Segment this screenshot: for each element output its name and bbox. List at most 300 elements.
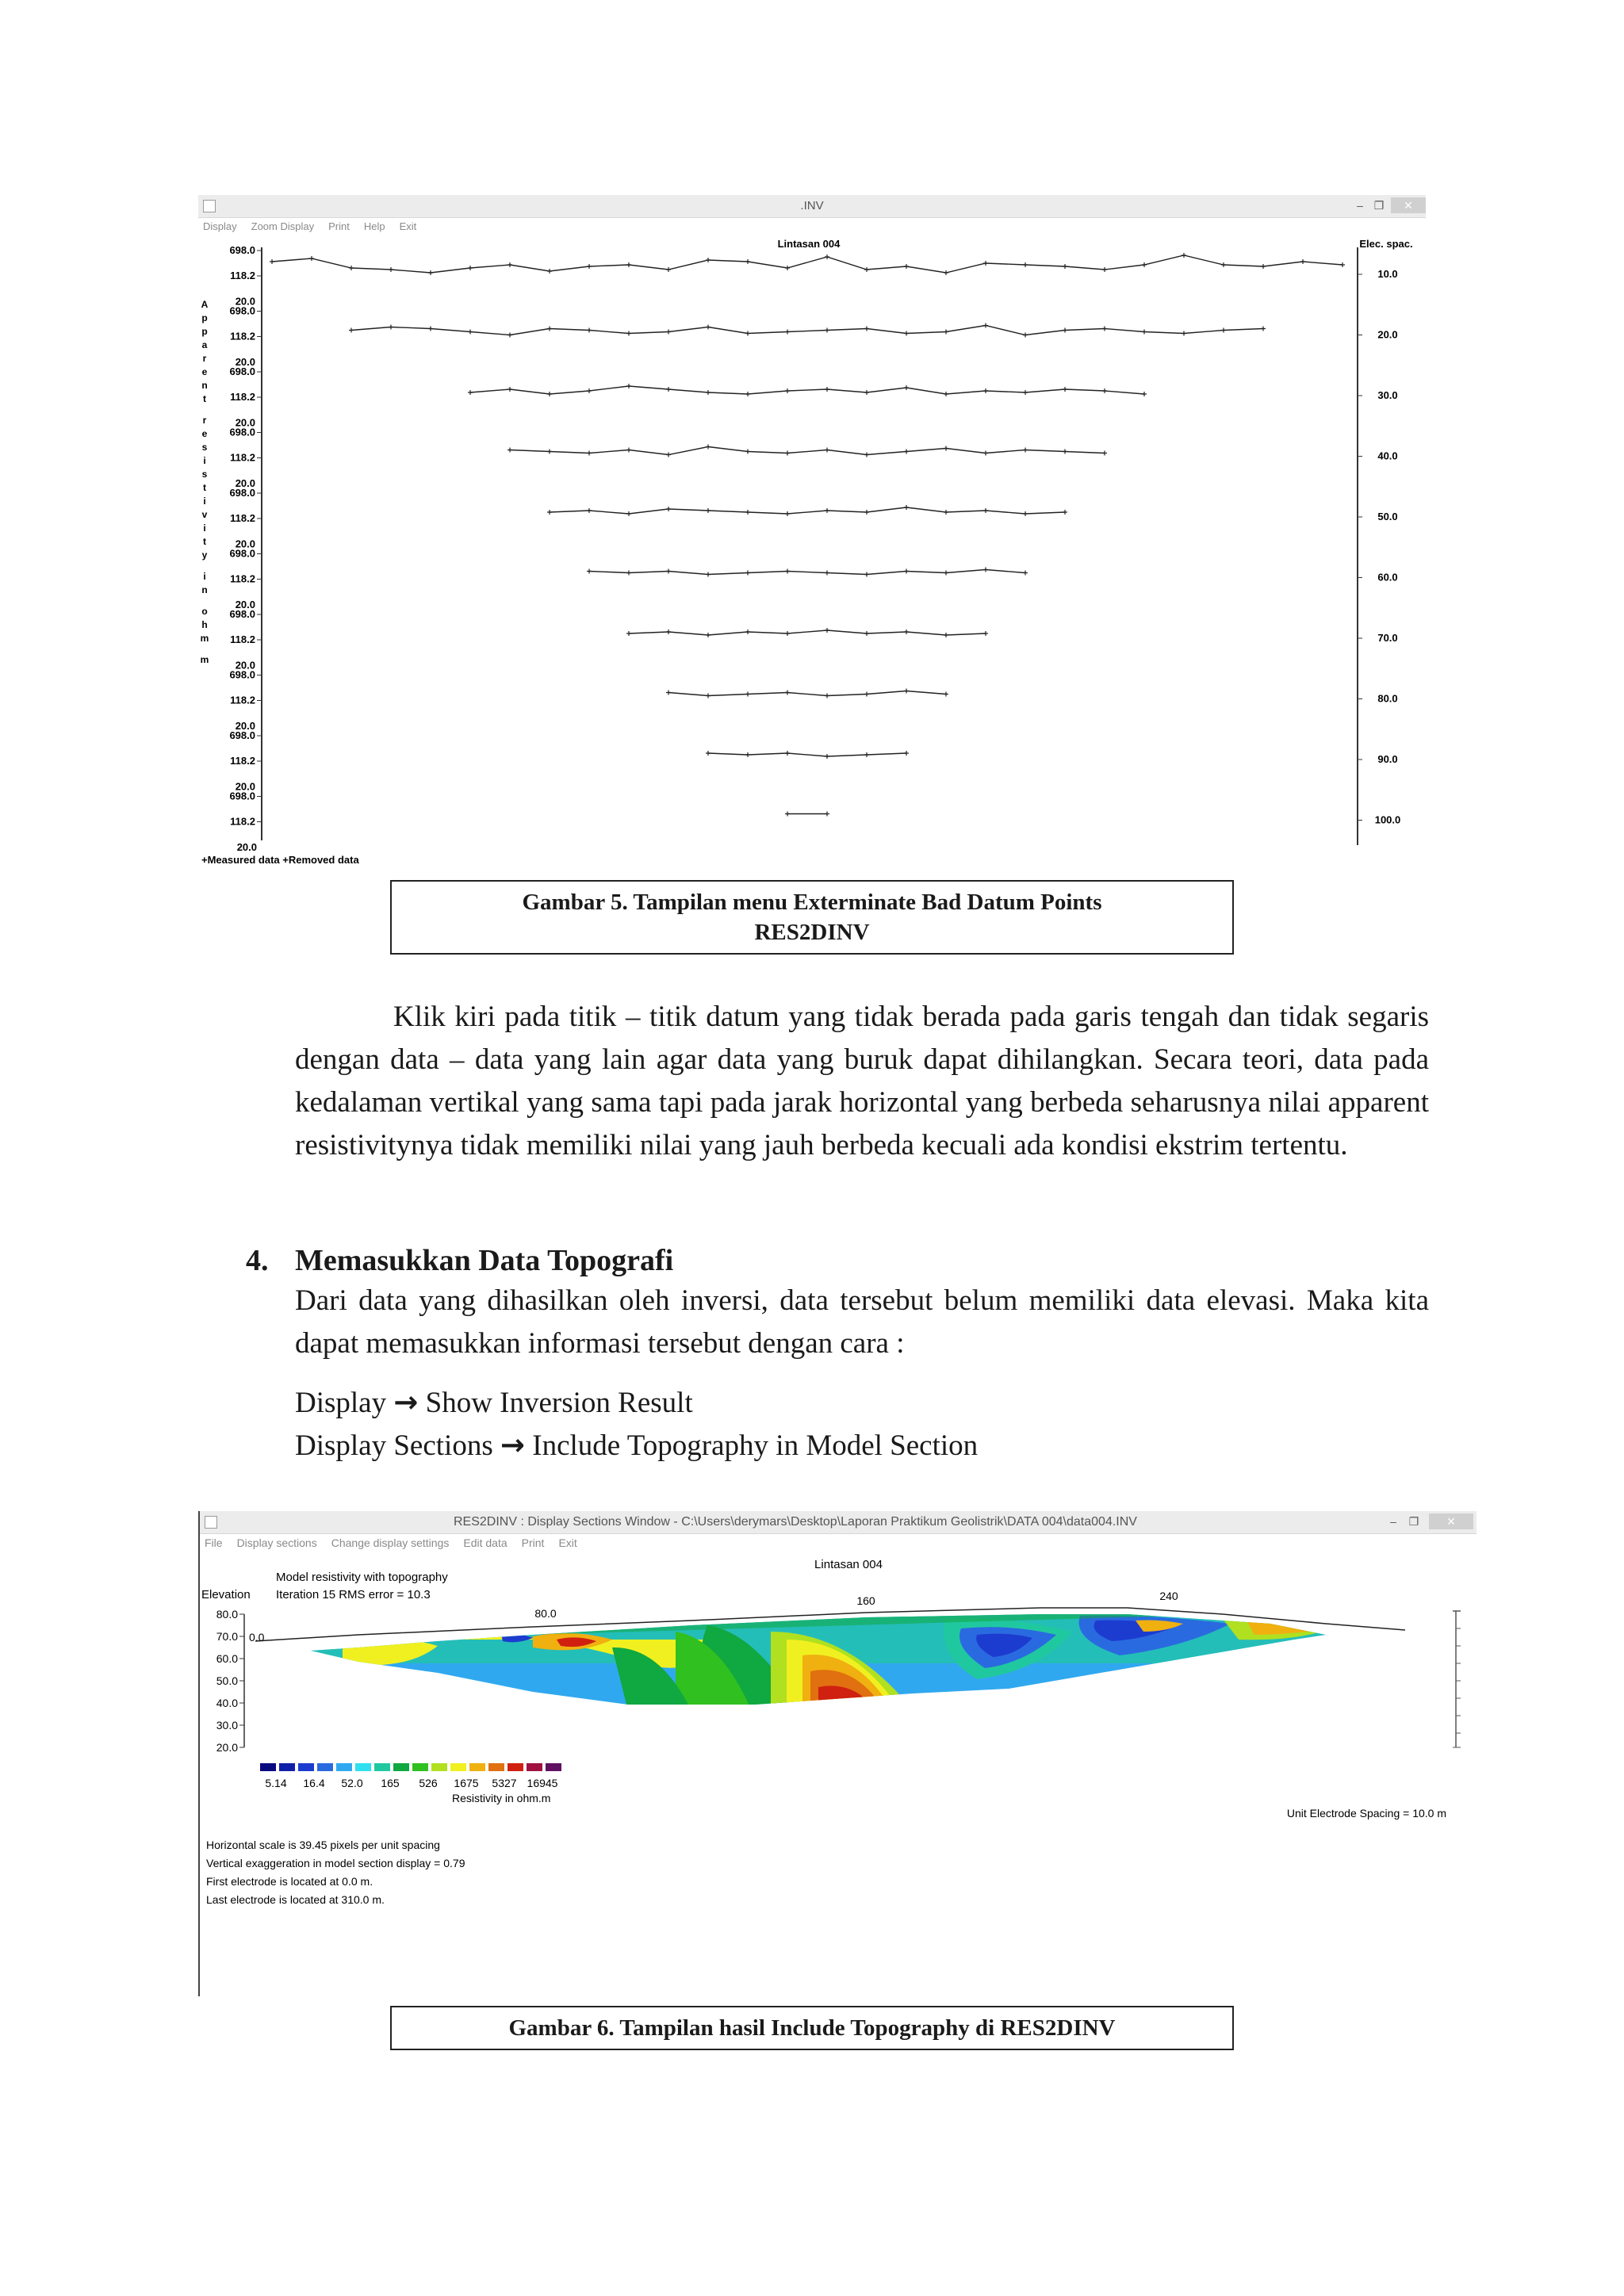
figure6-titlebar (200, 1511, 1477, 1534)
measured-datum-point[interactable] (1063, 510, 1067, 515)
section-info-text (206, 1839, 465, 1906)
measured-datum-point[interactable] (864, 327, 869, 331)
measured-datum-point[interactable] (1102, 451, 1107, 456)
info-line: First electrode is located at 0.0 m. (206, 1875, 373, 1888)
profile-line (589, 570, 1025, 575)
measured-datum-point[interactable] (904, 689, 909, 694)
menu-zoom-display[interactable]: Zoom Display (251, 220, 315, 232)
measured-datum-point[interactable] (666, 507, 671, 511)
y-axis-letter: e (201, 366, 208, 377)
tick-label: 698.0 (229, 668, 255, 681)
color-value: 16.4 (303, 1777, 325, 1789)
color-value: 1675 (454, 1777, 479, 1789)
elevation-tick: 20.0 (216, 1741, 238, 1754)
info-line: Last electrode is located at 310.0 m. (206, 1893, 385, 1906)
figure6-menubar (200, 1533, 1477, 1552)
menu-help[interactable]: Help (363, 220, 385, 232)
figure6-caption-line1: Gambar 6. Tampilan hasil Include Topography di RES2DINV (508, 2015, 1116, 2041)
measured-datum-point[interactable] (825, 508, 829, 513)
measured-datum-point[interactable] (785, 691, 790, 695)
measured-datum-point[interactable] (1023, 571, 1028, 576)
measured-datum-point[interactable] (745, 331, 750, 336)
measured-datum-point[interactable] (587, 264, 592, 269)
tick-label: 20.0 (235, 780, 255, 793)
measured-datum-point[interactable] (706, 751, 710, 756)
measured-datum-point[interactable] (626, 631, 631, 636)
measured-datum-point[interactable] (944, 392, 948, 396)
left-axis-ticks (229, 244, 262, 828)
tick-label: 118.2 (230, 330, 255, 342)
measured-datum-point[interactable] (944, 633, 948, 637)
level-label: 20.0 (1377, 328, 1398, 341)
color-swatch (546, 1763, 561, 1771)
y-axis-letter: m (200, 654, 209, 665)
measured-datum-point[interactable] (825, 448, 829, 453)
color-swatch (431, 1763, 447, 1771)
measured-datum-point[interactable] (666, 267, 671, 272)
measured-datum-point[interactable] (626, 511, 631, 516)
measured-datum-point[interactable] (706, 633, 710, 637)
y-axis-letter: i (203, 522, 206, 534)
maximize-icon[interactable]: ❐ (1408, 1515, 1419, 1528)
menu-display-sections[interactable]: Display sections (236, 1536, 317, 1549)
measured-datum-point[interactable] (1142, 392, 1147, 396)
measured-datum-point[interactable] (825, 812, 829, 817)
measured-datum-point[interactable] (1221, 262, 1226, 267)
tick-label: 698.0 (229, 365, 255, 377)
figure5-caption-line2: RES2DINV (754, 920, 870, 945)
bottom-tick-label: 20.0 (236, 841, 257, 853)
measured-datum-point[interactable] (983, 508, 988, 513)
close-icon[interactable]: ✕ (1391, 197, 1426, 213)
measured-datum-point[interactable] (1221, 328, 1226, 333)
measured-datum-point[interactable] (745, 629, 750, 634)
measured-datum-point[interactable] (508, 333, 512, 338)
measured-datum-point[interactable] (785, 751, 790, 756)
measured-datum-point[interactable] (1142, 330, 1147, 335)
measured-datum-point[interactable] (1102, 267, 1107, 272)
step1-menu: Display (295, 1387, 387, 1419)
color-scale (260, 1763, 561, 1771)
measured-datum-point[interactable] (745, 571, 750, 576)
measured-datum-point[interactable] (983, 568, 988, 572)
tick-label: 20.0 (235, 416, 255, 429)
measured-datum-point[interactable] (745, 392, 750, 396)
tick-label: 118.2 (230, 572, 255, 585)
measured-datum-point[interactable] (508, 448, 512, 453)
figure5-titlebar (198, 195, 1426, 218)
info-line: Horizontal scale is 39.45 pixels per unit spacing (206, 1839, 440, 1851)
measured-datum-point[interactable] (825, 571, 829, 576)
elevation-tick: 80.0 (216, 1608, 238, 1621)
measured-datum-point[interactable] (1102, 327, 1107, 331)
x-tick-0: 0.0 (249, 1631, 265, 1644)
menu-edit-data[interactable]: Edit data (463, 1536, 508, 1549)
measured-datum-point[interactable] (1063, 387, 1067, 392)
level-label: 40.0 (1377, 450, 1398, 462)
measured-datum-point[interactable] (983, 261, 988, 266)
level-label: 70.0 (1377, 632, 1398, 644)
arrow-right-icon: → (393, 1385, 419, 1419)
tick-label: 698.0 (229, 304, 255, 317)
figure5-caption-line1: Gambar 5. Tampilan menu Exterminate Bad Datum Points (522, 890, 1102, 915)
right-axis (1453, 1611, 1461, 1747)
measured-datum-point[interactable] (626, 384, 631, 388)
measured-datum-point[interactable] (1102, 388, 1107, 393)
measured-datum-point[interactable] (428, 327, 433, 331)
y-axis-letter: n (201, 380, 208, 391)
figure6-caption (390, 2006, 1234, 2050)
color-swatch (393, 1763, 409, 1771)
menu-exit[interactable]: Exit (399, 220, 417, 232)
level-label: 80.0 (1377, 692, 1398, 705)
color-swatch (355, 1763, 371, 1771)
measured-datum-point[interactable] (825, 754, 829, 759)
y-axis-letter: o (201, 606, 208, 617)
measured-datum-point[interactable] (864, 390, 869, 395)
y-axis-letter: e (201, 428, 208, 439)
measured-datum-point[interactable] (864, 453, 869, 457)
measured-datum-point[interactable] (785, 330, 790, 335)
measured-datum-point[interactable] (706, 445, 710, 450)
measured-datum-point[interactable] (587, 388, 592, 393)
y-axis-letter: i (203, 571, 206, 582)
step-include-topography (295, 1424, 978, 1468)
measured-datum-point[interactable] (1023, 511, 1028, 516)
measured-datum-point[interactable] (389, 267, 393, 272)
measured-datum-point[interactable] (983, 631, 988, 636)
measured-datum-point[interactable] (1300, 259, 1305, 264)
tick-label: 118.2 (230, 270, 255, 281)
profile-line (272, 255, 1342, 273)
measured-datum-point[interactable] (1182, 331, 1186, 336)
tick-label: 118.2 (230, 512, 255, 524)
tick-label: 20.0 (235, 720, 255, 732)
level-axis-labels (1358, 268, 1400, 826)
measured-datum-point[interactable] (944, 270, 948, 275)
resistivity-axis-label: Resistivity in ohm.m (452, 1792, 551, 1804)
figure5-window (198, 195, 1426, 872)
measured-datum-point[interactable] (587, 508, 592, 513)
elevation-tick: 60.0 (216, 1652, 238, 1665)
color-scale-values (265, 1777, 557, 1789)
measured-datum-point[interactable] (468, 266, 473, 270)
profile-line (629, 630, 986, 635)
measured-datum-point[interactable] (864, 752, 869, 757)
elevation-tick: 50.0 (216, 1674, 238, 1687)
measured-datum-point[interactable] (745, 450, 750, 454)
close-icon[interactable]: ✕ (1429, 1513, 1473, 1529)
tick-label: 698.0 (229, 790, 255, 802)
measured-datum-point[interactable] (309, 256, 314, 261)
paragraph-exterminate-text: Klik kiri pada titik – titik datum yang tidak berada pada garis tengah dan tidak segaris dengan data – data yang lain agar data yang buruk dapat dihilangkan. Secara teori, data pada kedalaman vertikal yang sama tapi pada jarak horizontal yang berbeda seharusnya nilai apparent resistivitynya tidak memiliki nilai yang jauh berbeda kecuali ada kondisi ekstrim tertentu. (295, 1001, 1429, 1161)
measured-datum-point[interactable] (666, 453, 671, 457)
measured-datum-point[interactable] (904, 385, 909, 390)
measured-datum-point[interactable] (904, 331, 909, 336)
color-value: 165 (381, 1777, 400, 1789)
measured-datum-point[interactable] (547, 510, 552, 515)
tick-label: 698.0 (229, 608, 255, 620)
tick-label: 698.0 (229, 729, 255, 741)
measured-datum-point[interactable] (666, 691, 671, 695)
elec-spac-label: Elec. spac. (1359, 238, 1413, 250)
measured-datum-point[interactable] (785, 451, 790, 456)
y-axis-letter: i (203, 455, 206, 466)
elevation-axis-ticks (216, 1608, 244, 1754)
y-axis-letter: A (201, 299, 209, 310)
measured-datum-point[interactable] (547, 269, 552, 274)
step2-menu: Display Sections (295, 1429, 493, 1462)
measured-datum-point[interactable] (825, 628, 829, 633)
measured-datum-point[interactable] (825, 694, 829, 698)
profile-line (668, 691, 946, 696)
color-value: 5327 (492, 1777, 517, 1789)
profile-line (351, 326, 1263, 335)
measured-datum-point[interactable] (1340, 262, 1345, 267)
level-label: 90.0 (1377, 753, 1398, 765)
measured-datum-point[interactable] (270, 259, 274, 264)
x-tick-160: 160 (856, 1594, 875, 1607)
measured-datum-point[interactable] (1023, 262, 1028, 267)
y-axis-letter: t (203, 393, 206, 404)
measured-datum-point[interactable] (587, 569, 592, 574)
measured-datum-point[interactable] (1023, 390, 1028, 395)
measured-datum-point[interactable] (745, 259, 750, 264)
tick-label: 20.0 (235, 356, 255, 368)
measured-datum-point[interactable] (904, 505, 909, 510)
app-icon (205, 1516, 217, 1529)
measured-datum-point[interactable] (864, 572, 869, 577)
profile-line (510, 447, 1105, 455)
topography-model-section (200, 1552, 1477, 1996)
measured-datum-point[interactable] (904, 751, 909, 756)
measured-datum-point[interactable] (944, 446, 948, 451)
level-label: 30.0 (1377, 389, 1398, 401)
tick-label: 20.0 (235, 477, 255, 489)
measured-datum-point[interactable] (626, 571, 631, 576)
measured-datum-point[interactable] (904, 264, 909, 269)
measured-datum-point[interactable] (706, 390, 710, 395)
unit-electrode-spacing: Unit Electrode Spacing = 10.0 m (1286, 1807, 1446, 1820)
level-label: 50.0 (1377, 511, 1398, 522)
menu-print[interactable]: Print (328, 220, 350, 232)
measured-datum-point[interactable] (825, 328, 829, 333)
measured-datum-point[interactable] (983, 388, 988, 393)
measured-datum-point[interactable] (706, 508, 710, 513)
section-4-title: Memasukkan Data Topografi (295, 1244, 674, 1277)
measured-datum-point[interactable] (785, 631, 790, 636)
y-axis-letter: s (201, 442, 208, 453)
level-label: 100.0 (1374, 813, 1401, 826)
measured-datum-point[interactable] (1261, 327, 1266, 331)
minimize-icon[interactable]: ‒ (1357, 199, 1363, 212)
measured-datum-point[interactable] (666, 330, 671, 335)
measured-datum-point[interactable] (904, 569, 909, 574)
figure6-window-title: RES2DINV : Display Sections Window - C:\Users\derymars\Desktop\Laporan Praktikum Geolistrik\DATA 004\data004.INV (454, 1515, 1137, 1529)
iteration-text: Iteration 15 RMS error = 10.3 (276, 1588, 431, 1601)
measured-datum-point[interactable] (666, 387, 671, 392)
measured-datum-point[interactable] (944, 692, 948, 697)
measured-datum-point[interactable] (626, 331, 631, 336)
elevation-tick: 70.0 (216, 1630, 238, 1643)
measured-datum-point[interactable] (1063, 450, 1067, 454)
pseudosection-plot (198, 236, 1426, 871)
measured-datum-point[interactable] (1261, 264, 1266, 269)
y-axis-letter: t (203, 536, 206, 547)
measured-datum-point[interactable] (547, 450, 552, 454)
step-show-inversion (295, 1381, 693, 1425)
measured-datum-point[interactable] (904, 450, 909, 454)
profile-line (470, 386, 1144, 394)
minimize-icon[interactable]: ‒ (1390, 1515, 1396, 1528)
color-swatch (412, 1763, 428, 1771)
color-swatch (488, 1763, 504, 1771)
measured-datum-point[interactable] (745, 510, 750, 515)
measured-datum-point[interactable] (706, 325, 710, 330)
y-axis-letter: t (203, 482, 206, 493)
color-value: 52.0 (341, 1777, 363, 1789)
section-4-heading (246, 1243, 673, 1278)
menu-print[interactable]: Print (521, 1536, 545, 1549)
measured-datum-point[interactable] (745, 752, 750, 757)
measured-datum-point[interactable] (785, 569, 790, 574)
profile-line (708, 753, 906, 756)
menu-display[interactable]: Display (203, 220, 237, 232)
measured-datum-point[interactable] (983, 323, 988, 328)
tick-label: 698.0 (229, 244, 255, 256)
color-value: 526 (419, 1777, 438, 1789)
figure6-window (198, 1511, 1477, 1996)
measured-datum-point[interactable] (983, 451, 988, 456)
step2-item: Include Topography in Model Section (532, 1429, 979, 1462)
tick-label: 20.0 (235, 295, 255, 308)
figure5-menubar (198, 217, 1426, 236)
y-axis-label (201, 299, 209, 665)
measured-datum-point[interactable] (547, 327, 552, 331)
section-4-body-text: Dari data yang dihasilkan oleh inversi, data tersebut belum memiliki data elevasi. Maka kita dapat memasukkan informasi tersebut dengan cara : (295, 1284, 1429, 1360)
resistivity-contours (303, 1597, 1342, 1727)
measured-datum-point[interactable] (785, 812, 790, 817)
color-value: 16945 (527, 1777, 558, 1789)
measured-datum-point[interactable] (428, 270, 433, 275)
measured-datum-point[interactable] (864, 631, 869, 636)
measured-datum-point[interactable] (626, 262, 631, 267)
figure6-plot-title: Lintasan 004 (814, 1558, 883, 1571)
measured-datum-point[interactable] (666, 569, 671, 574)
figure5-window-title: .INV (800, 199, 824, 212)
tick-label: 118.2 (230, 633, 255, 645)
y-axis-letter: h (201, 619, 208, 630)
measured-datum-point[interactable] (389, 325, 393, 330)
tick-label: 20.0 (235, 538, 255, 550)
tick-label: 118.2 (230, 694, 255, 706)
elevation-tick: 40.0 (216, 1697, 238, 1709)
measured-datum-point[interactable] (904, 629, 909, 634)
measured-datum-point[interactable] (1023, 448, 1028, 453)
tick-label: 20.0 (235, 599, 255, 610)
measured-datum-point[interactable] (508, 387, 512, 392)
measured-datum-point[interactable] (349, 328, 354, 333)
data-profiles (270, 253, 1345, 817)
tick-label: 118.2 (230, 755, 255, 767)
color-value: 5.14 (265, 1777, 287, 1789)
measured-datum-point[interactable] (864, 692, 869, 697)
measured-datum-point[interactable] (587, 451, 592, 456)
menu-change-display-settings[interactable]: Change display settings (331, 1536, 450, 1549)
color-swatch (279, 1763, 295, 1771)
y-axis-letter: i (203, 496, 206, 507)
measured-datum-point[interactable] (468, 390, 473, 395)
figure5-plot-title: Lintasan 004 (777, 238, 841, 250)
measured-datum-point[interactable] (944, 330, 948, 335)
color-swatch (508, 1763, 523, 1771)
elevation-tick: 30.0 (216, 1719, 238, 1732)
measured-datum-point[interactable] (626, 448, 631, 453)
measured-datum-point[interactable] (587, 328, 592, 333)
measured-datum-point[interactable] (1142, 262, 1147, 267)
menu-exit[interactable]: Exit (558, 1536, 577, 1549)
model-title: Model resistivity with topography (276, 1571, 448, 1584)
measured-datum-point[interactable] (825, 387, 829, 392)
tick-label: 118.2 (230, 451, 255, 464)
measured-datum-point[interactable] (1063, 328, 1067, 333)
tick-label: 118.2 (230, 815, 255, 828)
tick-label: 118.2 (230, 391, 255, 403)
measured-datum-point[interactable] (706, 258, 710, 262)
measured-datum-point[interactable] (468, 330, 473, 335)
measured-datum-point[interactable] (349, 266, 354, 270)
info-line: Vertical exaggeration in model section display = 0.79 (206, 1857, 465, 1869)
measured-datum-point[interactable] (508, 262, 512, 267)
measured-datum-point[interactable] (1023, 333, 1028, 338)
step1-item: Show Inversion Result (425, 1387, 693, 1419)
tick-label: 698.0 (229, 547, 255, 560)
measured-datum-point[interactable] (706, 694, 710, 698)
level-label: 60.0 (1377, 571, 1398, 584)
measured-datum-point[interactable] (785, 511, 790, 516)
color-swatch (317, 1763, 333, 1771)
measured-datum-point[interactable] (547, 392, 552, 396)
maximize-icon[interactable]: ❐ (1373, 199, 1385, 212)
tick-label: 698.0 (229, 426, 255, 438)
measured-datum-point[interactable] (864, 267, 869, 272)
arrow-right-icon: → (500, 1428, 525, 1462)
measured-datum-point[interactable] (825, 254, 829, 259)
measured-datum-point[interactable] (944, 510, 948, 515)
menu-file[interactable]: File (205, 1536, 223, 1549)
measured-datum-point[interactable] (785, 266, 790, 270)
measured-removed-legend: +Measured data +Removed data (201, 854, 359, 866)
figure5-caption (390, 880, 1234, 955)
measured-datum-point[interactable] (666, 629, 671, 634)
color-swatch (260, 1763, 276, 1771)
measured-datum-point[interactable] (785, 388, 790, 393)
section-4-number: 4. (246, 1244, 269, 1277)
elevation-label: Elevation (201, 1588, 251, 1601)
measured-datum-point[interactable] (1063, 264, 1067, 269)
measured-datum-point[interactable] (944, 571, 948, 576)
y-axis-letter: a (201, 339, 208, 350)
measured-datum-point[interactable] (1182, 253, 1186, 258)
y-axis-letter: p (201, 312, 208, 323)
color-swatch (469, 1763, 485, 1771)
color-swatch (450, 1763, 466, 1771)
measured-datum-point[interactable] (706, 572, 710, 577)
measured-datum-point[interactable] (864, 510, 869, 515)
level-label: 10.0 (1377, 268, 1398, 280)
measured-datum-point[interactable] (745, 692, 750, 697)
y-axis-letter: v (201, 509, 208, 520)
